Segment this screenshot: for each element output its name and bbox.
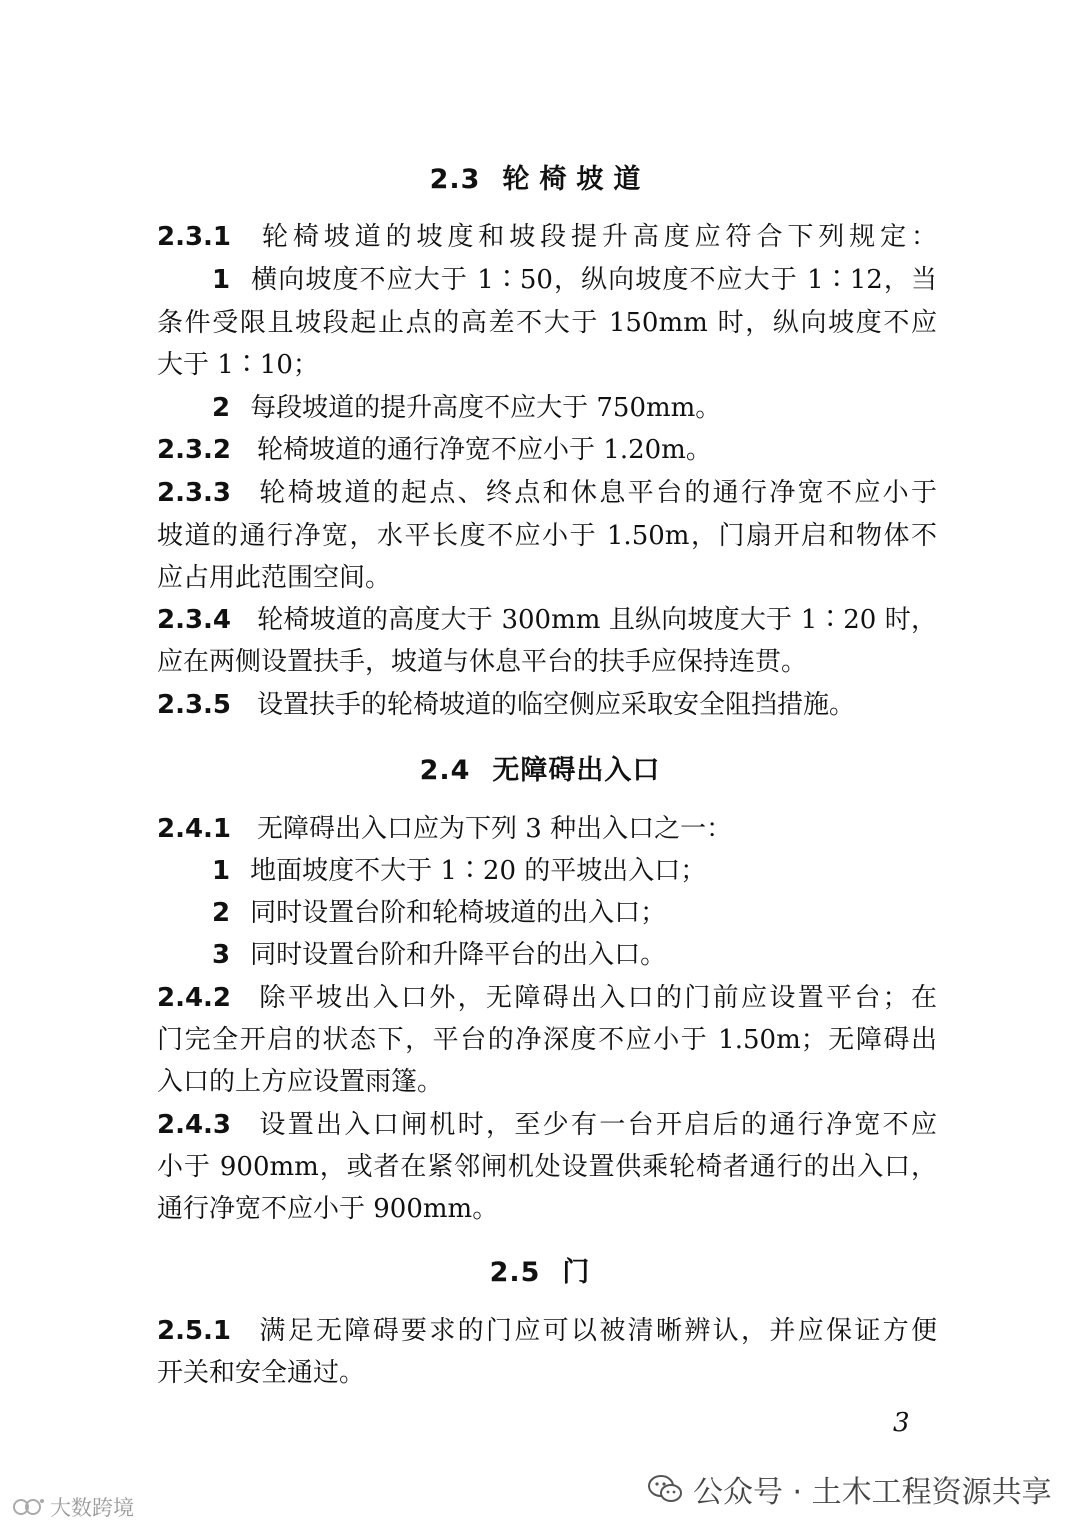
clause-text: 轮椅坡道的坡度和坡段提升高度应符合下列规定： — [257, 222, 937, 252]
clause-2-3-3 — [157, 476, 937, 510]
clause-number: 2.3.1 — [157, 222, 232, 252]
clause-number: 2.3.3 — [157, 478, 232, 508]
clause-2-3-2 — [157, 433, 937, 467]
item-2-line — [212, 896, 937, 930]
clause-2-3-4 — [157, 603, 937, 637]
clause-number: 2.4.1 — [157, 814, 232, 844]
clause-text: 无障碍出入口应为下列 3 种出入口之一： — [257, 814, 733, 844]
clause-text: 设置扶手的轮椅坡道的临空侧应采取安全阻挡措施。 — [257, 690, 856, 720]
clause-text: 设置出入口闸机时，至少有一台开启后的通行净宽不应 — [257, 1110, 937, 1140]
watermark-text: 公众号 · 土木工程资源共享 — [693, 1475, 1052, 1510]
clause-2-4-3-line-3: 通行净宽不应小于 900mm。 — [157, 1194, 499, 1224]
clause-2-5-1 — [157, 1314, 937, 1348]
clause-text: 除平坡出入口外，无障碍出入口的门前应设置平台；在 — [257, 983, 937, 1013]
item-text: 每段坡道的提升高度不应大于 750mm。 — [250, 393, 722, 423]
section-number: 2.3 — [429, 164, 481, 195]
clause-2-5-1-line-2: 开关和安全通过。 — [157, 1358, 366, 1388]
item-1-line — [212, 263, 937, 297]
clause-text: 轮椅坡道的高度大于 300mm 且纵向坡度大于 1∶20 时， — [257, 605, 937, 635]
clause-2-4-2-line-3: 入口的上方应设置雨篷。 — [157, 1067, 444, 1097]
logo-icon — [12, 1495, 46, 1519]
clause-text: 轮椅坡道的起点、终点和休息平台的通行净宽不应小于 — [257, 478, 937, 508]
section-number: 2.4 — [419, 755, 471, 786]
item-1-line-3: 大于 1∶10； — [157, 350, 319, 380]
corner-watermark — [12, 1492, 134, 1522]
item-number: 3 — [212, 940, 231, 970]
item-text: 地面坡度不大于 1∶20 的平坡出入口； — [250, 856, 707, 886]
clause-number: 2.4.2 — [157, 983, 232, 1013]
clause-number: 2.5.1 — [157, 1316, 232, 1346]
section-title: 无障碍出入口 — [492, 755, 661, 786]
clause-2-3-5 — [157, 688, 937, 722]
item-3-line — [212, 938, 937, 972]
clause-2-4-2 — [157, 981, 937, 1015]
clause-2-4-1 — [157, 812, 937, 846]
clause-number: 2.3.2 — [157, 435, 232, 465]
item-text: 横向坡度不应大于 1∶50，纵向坡度不应大于 1∶12，当 — [250, 265, 937, 295]
clause-number: 2.3.4 — [157, 605, 232, 635]
clause-2-4-2-line-2: 门完全开启的状态下，平台的净深度不应小于 1.50m；无障碍出 — [157, 1025, 937, 1055]
section-title: 轮椅坡道 — [502, 164, 651, 195]
wechat-watermark — [647, 1467, 1052, 1511]
section-heading-2-3 — [0, 157, 1080, 196]
section-title: 门 — [562, 1257, 591, 1288]
item-number: 2 — [212, 898, 231, 928]
clause-2-3-3-line-3: 应占用此范围空间。 — [157, 563, 392, 593]
clause-number: 2.3.5 — [157, 690, 232, 720]
item-1-line — [212, 854, 937, 888]
clause-2-3-3-line-2: 坡道的通行净宽，水平长度不应小于 1.50m，门扇开启和物体不 — [157, 521, 937, 551]
section-number: 2.5 — [489, 1257, 541, 1288]
item-2-line — [212, 391, 937, 425]
item-1-line-2: 条件受限且坡段起止点的高差不大于 150mm 时，纵向坡度不应 — [157, 308, 937, 338]
item-number: 1 — [212, 856, 231, 886]
corner-watermark-text: 大数跨境 — [50, 1496, 134, 1520]
item-number: 1 — [212, 265, 231, 295]
clause-2-3-4-line-2: 应在两侧设置扶手，坡道与休息平台的扶手应保持连贯。 — [157, 647, 808, 677]
page-number: 3 — [893, 1408, 910, 1438]
clause-2-4-3 — [157, 1108, 937, 1142]
item-text: 同时设置台阶和轮椅坡道的出入口； — [250, 898, 667, 928]
clause-text: 满足无障碍要求的门应可以被清晰辨认，并应保证方便 — [257, 1316, 937, 1346]
wechat-icon — [647, 1474, 683, 1504]
item-number: 2 — [212, 393, 231, 423]
clause-number: 2.4.3 — [157, 1110, 232, 1140]
clause-2-4-3-line-2: 小于 900mm，或者在紧邻闸机处设置供乘轮椅者通行的出入口， — [157, 1152, 937, 1182]
section-heading-2-5 — [0, 1250, 1080, 1289]
section-heading-2-4 — [0, 748, 1080, 787]
clause-2-3-1 — [157, 220, 937, 254]
clause-text: 轮椅坡道的通行净宽不应小于 1.20m。 — [257, 435, 712, 465]
item-text: 同时设置台阶和升降平台的出入口。 — [250, 940, 667, 970]
